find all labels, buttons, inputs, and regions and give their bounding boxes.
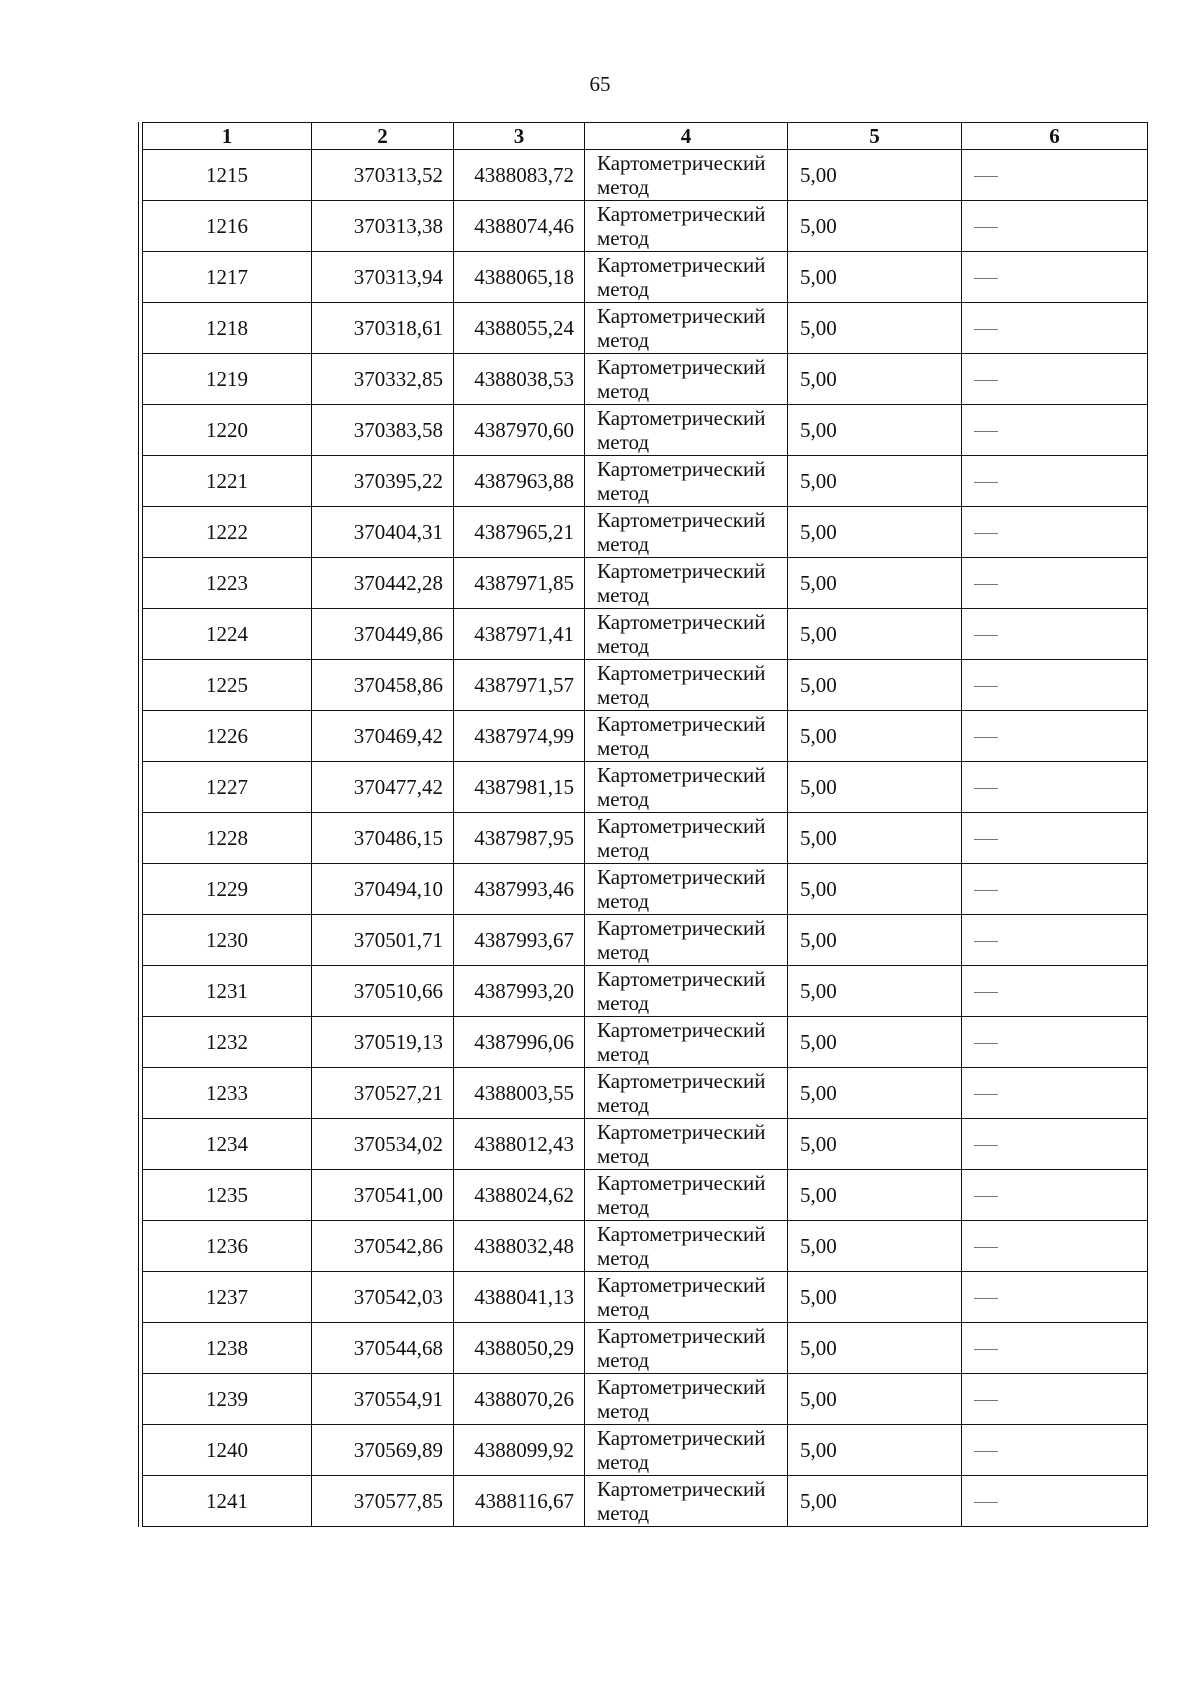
table-row: [143, 1119, 1148, 1170]
table-row: [143, 915, 1148, 966]
empty-value-dash: [974, 584, 998, 585]
precision-cell: 5,00: [788, 1476, 962, 1527]
description-cell: [962, 762, 1148, 813]
y-coordinate-cell: 4387971,85: [454, 558, 585, 609]
description-cell: [962, 1068, 1148, 1119]
y-coordinate-cell: 4388074,46: [454, 201, 585, 252]
table-row: [143, 813, 1148, 864]
empty-value-dash: [974, 1502, 998, 1503]
description-cell: [962, 1374, 1148, 1425]
y-coordinate-cell: 4388012,43: [454, 1119, 585, 1170]
header-col-2: 2: [312, 123, 454, 150]
x-coordinate-cell: 370332,85: [312, 354, 454, 405]
empty-value-dash: [974, 992, 998, 993]
y-coordinate-cell: 4387993,20: [454, 966, 585, 1017]
empty-value-dash: [974, 1094, 998, 1095]
x-coordinate-cell: 370534,02: [312, 1119, 454, 1170]
description-cell: [962, 1221, 1148, 1272]
point-number-cell: 1215: [143, 150, 312, 201]
point-number-cell: 1218: [143, 303, 312, 354]
empty-value-dash: [974, 1400, 998, 1401]
empty-value-dash: [974, 1298, 998, 1299]
point-number-cell: 1228: [143, 813, 312, 864]
description-cell: [962, 303, 1148, 354]
table-row: [143, 354, 1148, 405]
y-coordinate-cell: 4388050,29: [454, 1323, 585, 1374]
precision-cell: 5,00: [788, 711, 962, 762]
empty-value-dash: [974, 380, 998, 381]
precision-cell: 5,00: [788, 456, 962, 507]
empty-value-dash: [974, 839, 998, 840]
description-cell: [962, 966, 1148, 1017]
header-col-1: 1: [143, 123, 312, 150]
precision-cell: 5,00: [788, 405, 962, 456]
method-cell: Картометрический метод: [585, 660, 788, 711]
table-row: [143, 609, 1148, 660]
description-cell: [962, 150, 1148, 201]
precision-cell: 5,00: [788, 864, 962, 915]
method-cell: Картометрический метод: [585, 1221, 788, 1272]
y-coordinate-cell: 4387993,46: [454, 864, 585, 915]
x-coordinate-cell: 370313,38: [312, 201, 454, 252]
description-cell: [962, 1017, 1148, 1068]
method-cell: Картометрический метод: [585, 864, 788, 915]
table-row: [143, 456, 1148, 507]
point-number-cell: 1227: [143, 762, 312, 813]
table-row: [143, 252, 1148, 303]
description-cell: [962, 507, 1148, 558]
table-body: [143, 150, 1148, 1527]
table-row: [143, 1374, 1148, 1425]
y-coordinate-cell: 4387965,21: [454, 507, 585, 558]
table-row: [143, 1017, 1148, 1068]
page-number: 65: [589, 72, 611, 96]
table-row: [143, 966, 1148, 1017]
x-coordinate-cell: 370510,66: [312, 966, 454, 1017]
x-coordinate-cell: 370318,61: [312, 303, 454, 354]
method-cell: Картометрический метод: [585, 609, 788, 660]
point-number-cell: 1238: [143, 1323, 312, 1374]
method-cell: Картометрический метод: [585, 1476, 788, 1527]
y-coordinate-cell: 4388070,26: [454, 1374, 585, 1425]
table-row: [143, 558, 1148, 609]
method-cell: Картометрический метод: [585, 456, 788, 507]
empty-value-dash: [974, 737, 998, 738]
precision-cell: 5,00: [788, 1272, 962, 1323]
method-cell: Картометрический метод: [585, 1425, 788, 1476]
precision-cell: 5,00: [788, 1221, 962, 1272]
point-number-cell: 1237: [143, 1272, 312, 1323]
table-row: [143, 1068, 1148, 1119]
method-cell: Картометрический метод: [585, 1068, 788, 1119]
method-cell: Картометрический метод: [585, 966, 788, 1017]
empty-value-dash: [974, 482, 998, 483]
table-row: [143, 507, 1148, 558]
description-cell: [962, 864, 1148, 915]
method-cell: Картометрический метод: [585, 303, 788, 354]
point-number-cell: 1224: [143, 609, 312, 660]
x-coordinate-cell: 370569,89: [312, 1425, 454, 1476]
method-cell: Картометрический метод: [585, 150, 788, 201]
precision-cell: 5,00: [788, 558, 962, 609]
precision-cell: 5,00: [788, 1425, 962, 1476]
y-coordinate-cell: 4387971,57: [454, 660, 585, 711]
table-row: [143, 1323, 1148, 1374]
header-col-6: 6: [962, 123, 1148, 150]
table-row: [143, 201, 1148, 252]
empty-value-dash: [974, 227, 998, 228]
description-cell: [962, 201, 1148, 252]
header-col-3: 3: [454, 123, 585, 150]
x-coordinate-cell: 370449,86: [312, 609, 454, 660]
table-row: [143, 1272, 1148, 1323]
y-coordinate-cell: 4388024,62: [454, 1170, 585, 1221]
header-col-4: 4: [585, 123, 788, 150]
point-number-cell: 1229: [143, 864, 312, 915]
empty-value-dash: [974, 1145, 998, 1146]
point-number-cell: 1216: [143, 201, 312, 252]
x-coordinate-cell: 370383,58: [312, 405, 454, 456]
precision-cell: 5,00: [788, 1119, 962, 1170]
description-cell: [962, 1170, 1148, 1221]
y-coordinate-cell: 4387971,41: [454, 609, 585, 660]
method-cell: Картометрический метод: [585, 1374, 788, 1425]
empty-value-dash: [974, 329, 998, 330]
empty-value-dash: [974, 278, 998, 279]
table-row: [143, 864, 1148, 915]
precision-cell: 5,00: [788, 915, 962, 966]
description-cell: [962, 609, 1148, 660]
description-cell: [962, 354, 1148, 405]
description-cell: [962, 558, 1148, 609]
method-cell: Картометрический метод: [585, 507, 788, 558]
precision-cell: 5,00: [788, 1323, 962, 1374]
point-number-cell: 1217: [143, 252, 312, 303]
header-col-5: 5: [788, 123, 962, 150]
y-coordinate-cell: 4387993,67: [454, 915, 585, 966]
description-cell: [962, 405, 1148, 456]
method-cell: Картометрический метод: [585, 915, 788, 966]
method-cell: Картометрический метод: [585, 252, 788, 303]
point-number-cell: 1223: [143, 558, 312, 609]
empty-value-dash: [974, 1196, 998, 1197]
description-cell: [962, 711, 1148, 762]
method-cell: Картометрический метод: [585, 813, 788, 864]
empty-value-dash: [974, 635, 998, 636]
y-coordinate-cell: 4388099,92: [454, 1425, 585, 1476]
description-cell: [962, 1425, 1148, 1476]
x-coordinate-cell: 370519,13: [312, 1017, 454, 1068]
precision-cell: 5,00: [788, 1374, 962, 1425]
point-number-cell: 1219: [143, 354, 312, 405]
empty-value-dash: [974, 1451, 998, 1452]
x-coordinate-cell: 370458,86: [312, 660, 454, 711]
table-header: [143, 123, 1148, 150]
empty-value-dash: [974, 890, 998, 891]
y-coordinate-cell: 4387981,15: [454, 762, 585, 813]
y-coordinate-cell: 4388038,53: [454, 354, 585, 405]
description-cell: [962, 456, 1148, 507]
empty-value-dash: [974, 1247, 998, 1248]
table-row: [143, 405, 1148, 456]
empty-value-dash: [974, 176, 998, 177]
y-coordinate-cell: 4388083,72: [454, 150, 585, 201]
point-number-cell: 1241: [143, 1476, 312, 1527]
method-cell: Картометрический метод: [585, 1170, 788, 1221]
y-coordinate-cell: 4387963,88: [454, 456, 585, 507]
point-number-cell: 1225: [143, 660, 312, 711]
empty-value-dash: [974, 431, 998, 432]
precision-cell: 5,00: [788, 1170, 962, 1221]
empty-value-dash: [974, 533, 998, 534]
x-coordinate-cell: 370486,15: [312, 813, 454, 864]
precision-cell: 5,00: [788, 354, 962, 405]
y-coordinate-cell: 4388003,55: [454, 1068, 585, 1119]
precision-cell: 5,00: [788, 150, 962, 201]
x-coordinate-cell: 370404,31: [312, 507, 454, 558]
x-coordinate-cell: 370313,52: [312, 150, 454, 201]
precision-cell: 5,00: [788, 1068, 962, 1119]
x-coordinate-cell: 370313,94: [312, 252, 454, 303]
method-cell: Картометрический метод: [585, 1323, 788, 1374]
method-cell: Картометрический метод: [585, 1272, 788, 1323]
table-row: [143, 711, 1148, 762]
empty-value-dash: [974, 941, 998, 942]
point-number-cell: 1230: [143, 915, 312, 966]
point-number-cell: 1222: [143, 507, 312, 558]
point-number-cell: 1231: [143, 966, 312, 1017]
x-coordinate-cell: 370477,42: [312, 762, 454, 813]
precision-cell: 5,00: [788, 966, 962, 1017]
description-cell: [962, 1119, 1148, 1170]
method-cell: Картометрический метод: [585, 201, 788, 252]
description-cell: [962, 1476, 1148, 1527]
description-cell: [962, 252, 1148, 303]
table-row: [143, 1425, 1148, 1476]
empty-value-dash: [974, 686, 998, 687]
description-cell: [962, 660, 1148, 711]
y-coordinate-cell: 4387996,06: [454, 1017, 585, 1068]
x-coordinate-cell: 370527,21: [312, 1068, 454, 1119]
y-coordinate-cell: 4387974,99: [454, 711, 585, 762]
x-coordinate-cell: 370577,85: [312, 1476, 454, 1527]
y-coordinate-cell: 4388032,48: [454, 1221, 585, 1272]
precision-cell: 5,00: [788, 813, 962, 864]
y-coordinate-cell: 4388116,67: [454, 1476, 585, 1527]
precision-cell: 5,00: [788, 507, 962, 558]
x-coordinate-cell: 370544,68: [312, 1323, 454, 1374]
description-cell: [962, 915, 1148, 966]
y-coordinate-cell: 4388055,24: [454, 303, 585, 354]
method-cell: Картометрический метод: [585, 1017, 788, 1068]
point-number-cell: 1221: [143, 456, 312, 507]
point-number-cell: 1234: [143, 1119, 312, 1170]
method-cell: Картометрический метод: [585, 405, 788, 456]
x-coordinate-cell: 370542,03: [312, 1272, 454, 1323]
empty-value-dash: [974, 788, 998, 789]
x-coordinate-cell: 370442,28: [312, 558, 454, 609]
x-coordinate-cell: 370554,91: [312, 1374, 454, 1425]
precision-cell: 5,00: [788, 303, 962, 354]
table-row: [143, 660, 1148, 711]
x-coordinate-cell: 370501,71: [312, 915, 454, 966]
table-row: [143, 762, 1148, 813]
point-number-cell: 1233: [143, 1068, 312, 1119]
table-row: [143, 303, 1148, 354]
y-coordinate-cell: 4388041,13: [454, 1272, 585, 1323]
x-coordinate-cell: 370542,86: [312, 1221, 454, 1272]
method-cell: Картометрический метод: [585, 558, 788, 609]
method-cell: Картометрический метод: [585, 762, 788, 813]
empty-value-dash: [974, 1349, 998, 1350]
precision-cell: 5,00: [788, 609, 962, 660]
point-number-cell: 1220: [143, 405, 312, 456]
point-number-cell: 1236: [143, 1221, 312, 1272]
table-row: [143, 150, 1148, 201]
precision-cell: 5,00: [788, 201, 962, 252]
description-cell: [962, 1272, 1148, 1323]
table-row: [143, 1476, 1148, 1527]
method-cell: Картометрический метод: [585, 354, 788, 405]
precision-cell: 5,00: [788, 252, 962, 303]
x-coordinate-cell: 370469,42: [312, 711, 454, 762]
y-coordinate-cell: 4388065,18: [454, 252, 585, 303]
y-coordinate-cell: 4387970,60: [454, 405, 585, 456]
table-row: [143, 1221, 1148, 1272]
method-cell: Картометрический метод: [585, 711, 788, 762]
point-number-cell: 1232: [143, 1017, 312, 1068]
point-number-cell: 1239: [143, 1374, 312, 1425]
y-coordinate-cell: 4387987,95: [454, 813, 585, 864]
x-coordinate-cell: 370541,00: [312, 1170, 454, 1221]
method-cell: Картометрический метод: [585, 1119, 788, 1170]
description-cell: [962, 813, 1148, 864]
table-row: [143, 1170, 1148, 1221]
coordinates-table-container: [138, 122, 1149, 1527]
point-number-cell: 1235: [143, 1170, 312, 1221]
description-cell: [962, 1323, 1148, 1374]
header-row: [143, 123, 1148, 150]
point-number-cell: 1240: [143, 1425, 312, 1476]
precision-cell: 5,00: [788, 660, 962, 711]
x-coordinate-cell: 370395,22: [312, 456, 454, 507]
precision-cell: 5,00: [788, 762, 962, 813]
x-coordinate-cell: 370494,10: [312, 864, 454, 915]
coordinates-table: [142, 122, 1148, 1527]
point-number-cell: 1226: [143, 711, 312, 762]
empty-value-dash: [974, 1043, 998, 1044]
precision-cell: 5,00: [788, 1017, 962, 1068]
